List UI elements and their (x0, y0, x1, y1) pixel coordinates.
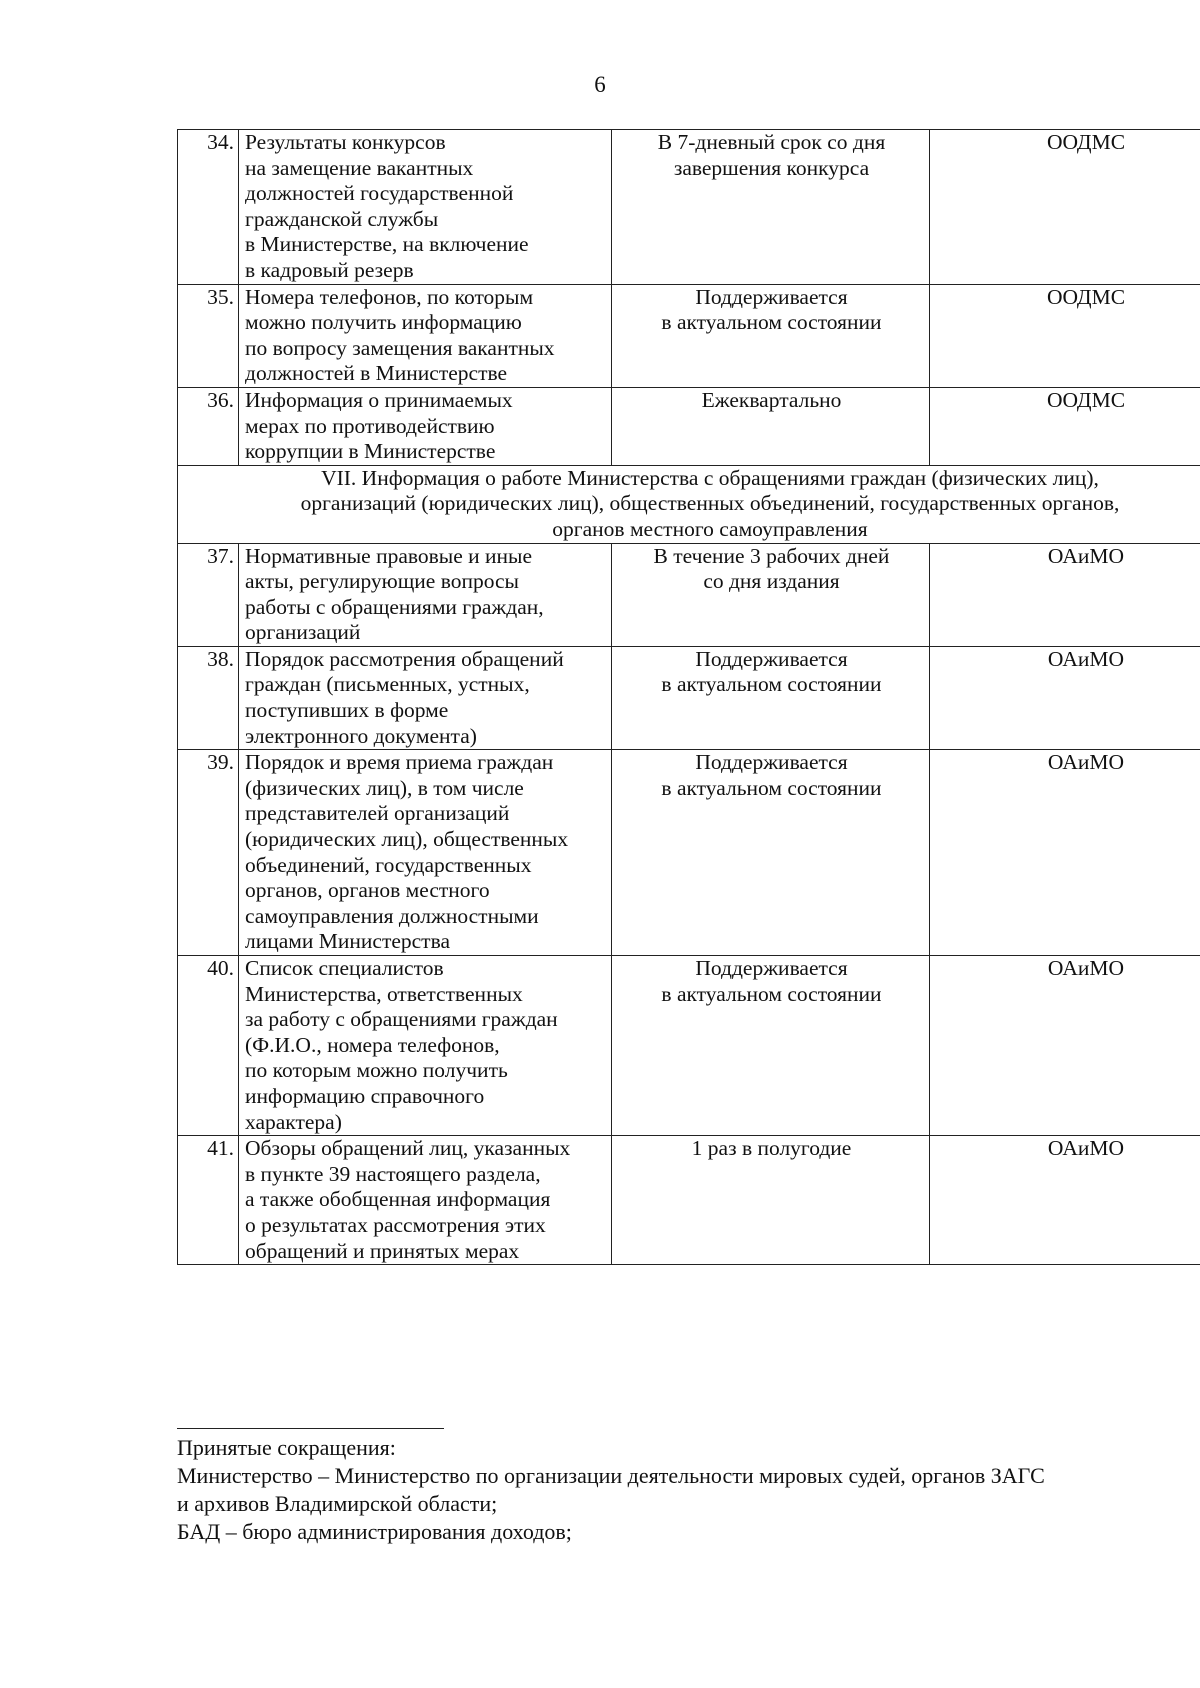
information-item: Информация о принимаемых мерах по противодействию коррупции в Министерстве (239, 387, 612, 465)
placement-term: 1 раз в полугодие (612, 1136, 930, 1265)
placement-term: В 7-дневный срок со дня завершения конкурса (612, 130, 930, 285)
information-table (177, 129, 1200, 1265)
information-item: Нормативные правовые и иные акты, регулирующие вопросы работы с обращениями граждан, организаций (239, 543, 612, 646)
table-row (178, 543, 1200, 646)
responsible-unit: ОАиМО (930, 956, 1200, 1136)
footnote-divider (177, 1428, 444, 1429)
responsible-unit: ОАиМО (930, 543, 1200, 646)
responsible-unit: ОАиМО (930, 646, 1200, 749)
placement-term: Поддерживается в актуальном состоянии (612, 646, 930, 749)
row-number: 38. (178, 646, 239, 749)
responsible-unit: ОАиМО (930, 750, 1200, 956)
row-number: 35. (178, 284, 239, 387)
responsible-unit: ОАиМО (930, 1136, 1200, 1265)
table-row (178, 1136, 1200, 1265)
information-item: Номера телефонов, по которым можно получить информацию по вопросу замещения вакантных должностей в Министерстве (239, 284, 612, 387)
responsible-unit: ООДМС (930, 387, 1200, 465)
responsible-unit: ООДМС (930, 284, 1200, 387)
page-number: 6 (594, 72, 606, 97)
footnote-line: Министерство – Министерство по организации деятельности мировых судей, органов ЗАГС (177, 1463, 1045, 1488)
information-item: Результаты конкурсов на замещение вакантных должностей государственной гражданской службы в Министерстве, на включение в кадровый резерв (239, 130, 612, 285)
responsible-unit: ООДМС (930, 130, 1200, 285)
section-heading-row (178, 465, 1200, 543)
placement-term: Ежеквартально (612, 387, 930, 465)
row-number: 41. (178, 1136, 239, 1265)
information-item: Список специалистов Министерства, ответственных за работу с обращениями граждан (Ф.И.О., номера телефонов, по которым можно получить информацию справочного характера) (239, 956, 612, 1136)
information-item: Порядок рассмотрения обращений граждан (письменных, устных, поступивших в форме электронного документа) (239, 646, 612, 749)
row-number: 34. (178, 130, 239, 285)
footnote-heading: Принятые сокращения: (177, 1435, 396, 1460)
table-row (178, 750, 1200, 956)
table-row (178, 387, 1200, 465)
footnote-line: БАД – бюро администрирования доходов; (177, 1519, 572, 1544)
information-item: Обзоры обращений лиц, указанных в пункте 39 настоящего раздела, а также обобщенная информация о результатах рассмотрения этих обращений и принятых мерах (239, 1136, 612, 1265)
row-number: 36. (178, 387, 239, 465)
row-number: 39. (178, 750, 239, 956)
row-number: 40. (178, 956, 239, 1136)
placement-term: Поддерживается в актуальном состоянии (612, 284, 930, 387)
abbreviations-footnote (177, 1434, 1200, 1546)
table-row (178, 284, 1200, 387)
table-row (178, 130, 1200, 285)
placement-term: Поддерживается в актуальном состоянии (612, 750, 930, 956)
information-item: Порядок и время приема граждан (физических лиц), в том числе представителей организаций (юридических лиц), общественных объединений, государственных органов, органов местного самоуправления должностными лицами Министерства (239, 750, 612, 956)
placement-term: Поддерживается в актуальном состоянии (612, 956, 930, 1136)
row-number: 37. (178, 543, 239, 646)
section-heading: VII. Информация о работе Министерства с обращениями граждан (физических лиц), организаций (юридических лиц), общественных объединений, государственных органов, органов местного самоуправления (178, 465, 1200, 543)
table-row (178, 646, 1200, 749)
footnote-line: и архивов Владимирской области; (177, 1491, 498, 1516)
placement-term: В течение 3 рабочих дней со дня издания (612, 543, 930, 646)
table-row (178, 956, 1200, 1136)
